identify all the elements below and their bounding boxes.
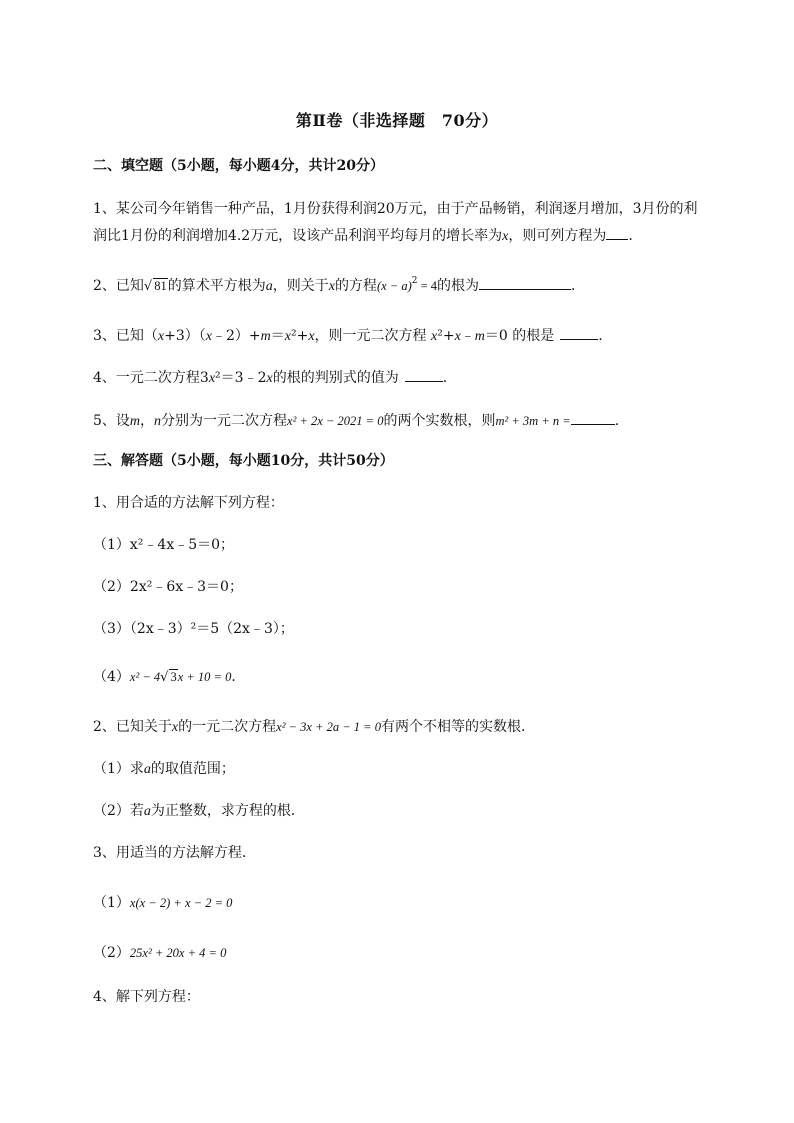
- question-3-3-part1: （1）x(x − 2) + x − 2 = 0: [93, 895, 233, 911]
- question-3-2-part2: （2）若a为正整数，求方程的根．: [93, 803, 305, 819]
- question-3-3: 3、用适当的方法解方程．: [93, 845, 256, 861]
- question-2-1-line2: 润比1月份的利润增加4.2万元，设该产品利润平均每月的增长率为x，则可列方程为 .: [93, 225, 734, 247]
- question-2-4: 4、一元二次方程3x²＝3﹣2x的根的判别式的值为 .: [93, 367, 734, 389]
- answer-blank: [606, 225, 628, 240]
- question-3-1-part4: （4）x² − 4√ 3x + 10 = 0．: [93, 669, 246, 685]
- question-3-2-part1: （1）求a的取值范围；: [93, 761, 235, 777]
- question-3-1-part2: （2）2x²﹣6x﹣3＝0；: [93, 579, 243, 595]
- question-3-3-part2: （2）25x² + 20x + 4 = 0: [93, 945, 227, 961]
- question-3-2: 2、已知关于x的一元二次方程x² − 3x + 2a − 1 = 0有两个不相等的实数根．: [93, 719, 535, 735]
- question-3-1-part3: （3）（2x﹣3）²＝5（2x﹣3）；: [93, 621, 294, 637]
- question-3-1-part1: （1）x²﹣4x﹣5＝0；: [93, 537, 235, 553]
- question-3-4: 4、解下列方程：: [93, 989, 200, 1005]
- page-title: 第Ⅱ卷（非选择题 70分）: [295, 111, 499, 130]
- answer-blank: [571, 410, 615, 425]
- question-2-5: 5、设m，n分别为一元二次方程x² + 2x − 2021 = 0的两个实数根，则m² + 3m + n = .: [93, 410, 734, 432]
- question-3-1: 1、用合适的方法解下列方程：: [93, 495, 284, 511]
- section-heading-solve: 三、解答题（5小题，每小题10分，共计50分）: [93, 453, 394, 469]
- question-2-2: 2、已知√ 81的算术平方根为a，则关于x的方程$(x - a)^2 = 4$的根为 .: [93, 276, 576, 294]
- answer-blank: [405, 367, 443, 382]
- section-heading-fill-in: 二、填空题（5小题，每小题4分，共计20分）: [93, 158, 384, 174]
- question-2-3: 3、已知（x+3）（x﹣2）+m＝x²+x，则一元二次方程 x²+x﹣m＝0 的根是 .: [93, 325, 734, 347]
- answer-blank: [560, 325, 598, 340]
- answer-blank: [479, 275, 571, 290]
- question-2-1-line1: 1、某公司今年销售一种产品，1月份获得利润20万元，由于产品畅销，利润逐月增加，3月份的利: [93, 201, 698, 217]
